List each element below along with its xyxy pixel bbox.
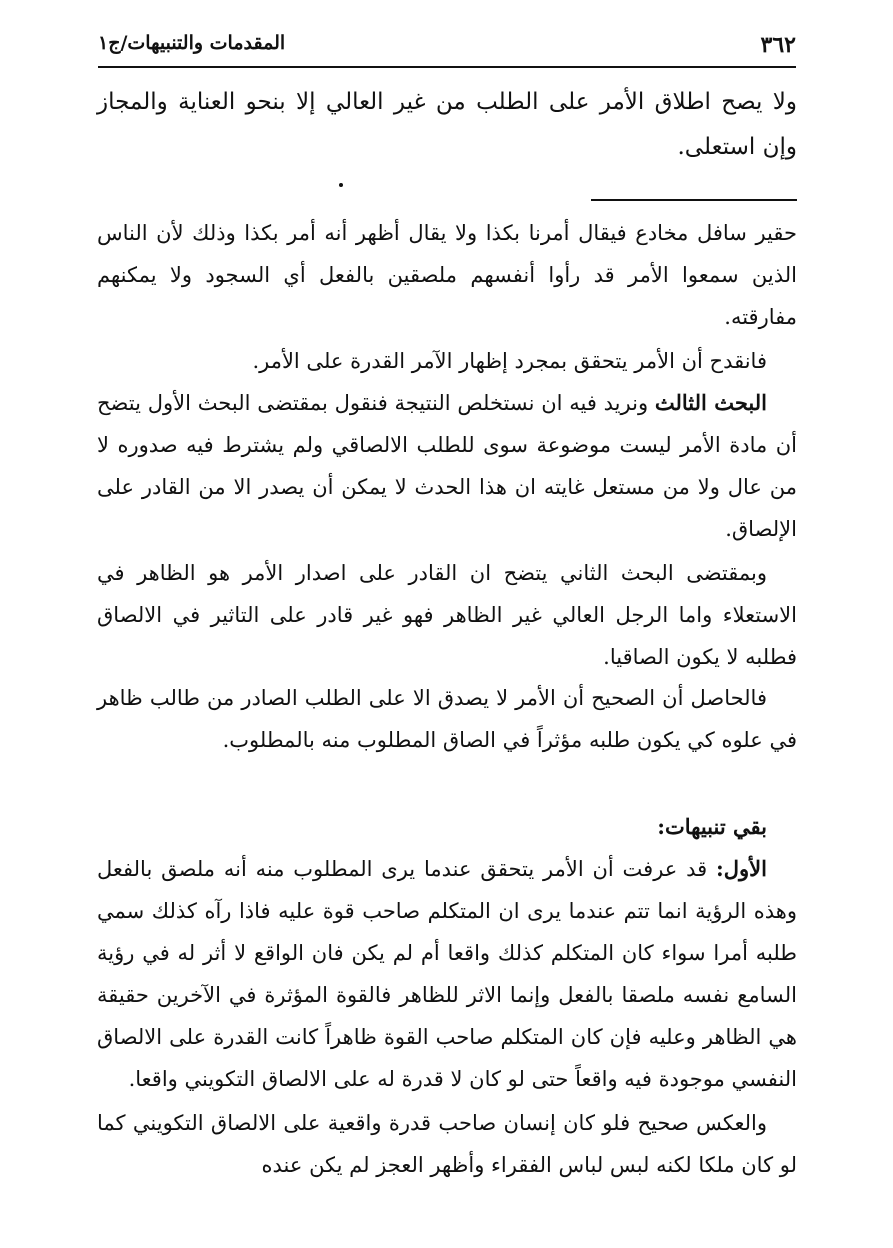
paragraph-3-text: ونريد فيه ان نستخلص النتيجة فنقول بمقتضى البحث الأول يتضح أن مادة الأمر ليست موضوعة سوى للطلب الالصاقي ولم يشترط فيه صدوره لا من عال ولا من مستعل غايته ان هذا الحدث لا يمكن أن يصدر الا من القادر على الإلصاق. (97, 391, 797, 541)
footnote-paragraph-5: فالحاصل أن الصحيح أن الأمر لا يصدق الا على الطلب الصادر من طالب ظاهر في علوه كي يكون طلبه مؤثراً في الصاق المطلوب منه بالمطلوب. (97, 686, 797, 752)
page-header (98, 30, 796, 68)
footnote-paragraph-3 (97, 382, 797, 550)
footnote-paragraph-4: وبمقتضى البحث الثاني يتضح ان القادر على اصدار الأمر هو الظاهر في الاستعلاء واما الرجل العالي غير الظاهر فهو غير قادر على التاثير في الالصاق فطلبه لا يكون الصاقيا. (97, 561, 797, 669)
ink-dot (339, 183, 343, 187)
paragraph-7-text: قد عرفت أن الأمر يتحقق عندما يرى المطلوب منه أنه ملصق بالفعل وهذه الرؤية انما تتم عندما يرى ان المتكلم صاحب قوة عليه فاذا رآه كذلك سمي طلبه أمرا سواء كان المتكلم كذلك واقعا أم لم يكن فان الواقع لا أثر له في رؤية السامع نفسه ملصقا بالفعل وإنما الاثر للظاهر فالقوة المؤثرة في الآخرين حقيقة هي الظاهر وعليه فإن كان المتكلم صاحب القوة ظاهراً كانت القدرة على الالصاق النفسي موجودة فيه واقعاً حتى لو كان لا قدرة له على الالصاق التكويني واقعا. (97, 857, 797, 1091)
footnote-paragraph-8: والعكس صحيح فلو كان إنسان صاحب قدرة واقعية على الالصاق التكويني كما لو كان ملكا لكنه لبس لباس الفقراء وأظهر العجز لم يكن عنده (97, 1111, 797, 1177)
footnote-paragraph-2: فانقدح أن الأمر يتحقق بمجرد إظهار الآمر القدرة على الأمر. (252, 349, 767, 373)
page-number: ٣٦٢ (760, 32, 796, 58)
footnote-paragraph-7 (97, 848, 797, 1100)
footnote-paragraph-1: حقير سافل مخادع فيقال أمرنا بكذا ولا يقال أظهر أنه أمر بكذا وذلك لأن الناس الذين سمعوا الأمر قد رأوا أنفسهم ملصقين بالفعل أي السجود ولا يمكنهم مفارقته. (97, 221, 797, 329)
running-title: المقدمات والتنبيهات/ج١ (98, 32, 286, 54)
main-text: ولا يصح اطلاق الأمر على الطلب من غير العالي إلا بنحو العناية والمجاز وإن استعلى. (97, 89, 797, 160)
footnote-separator (591, 199, 797, 201)
first-note-label: الأول: (716, 856, 767, 881)
notes-heading: بقي تنبيهات: (657, 814, 767, 839)
section-heading-third-inquiry: البحث الثالث (654, 390, 767, 415)
